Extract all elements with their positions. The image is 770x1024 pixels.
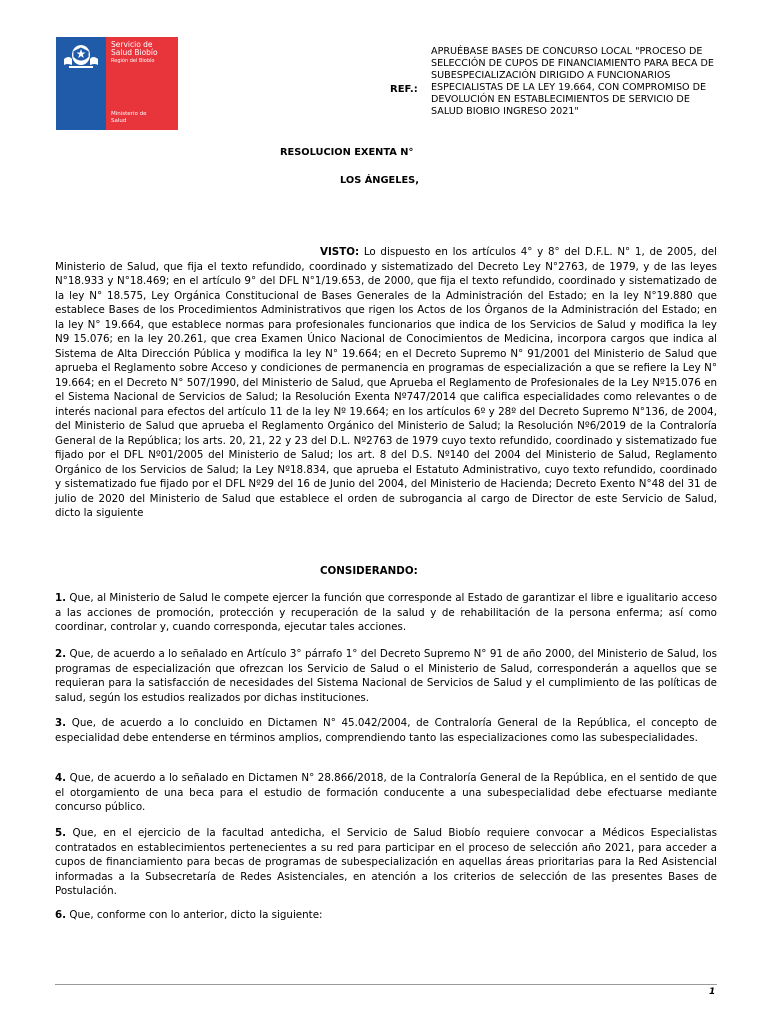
- considerando-item: 6. Que, conforme con lo anterior, dicto la siguiente:: [55, 909, 323, 921]
- visto-text: Lo dispuesto en los artículos 4° y 8° del D.F.L. N° 1, de 2005, del Ministerio de Salud, que fija el texto refundido, coordinado y sistematizado del Decreto Ley N°2763, de 1979, y de las leyes N°18.933 y N°18.469; en el artículo 9° del DFL N°1/19.653, de 2000, que fija el texto refundido, coordinado y sistematizado de la ley N° 18.575, Ley Orgánica Constitucional de Bases Generales de la Administración del Estado; en la ley N°19.880 que establece Bases de los Procedimientos Administrativos que rigen los Actos de los Órganos de la Administración del Estado; en la ley N° 19.664, que establece normas para profesionales funcionarios que indica de los Servicios de Salud y modifica la ley N9 15.076; en la ley 20.261, que crea Examen Único Nacional de Conocimientos de Medicina, incorpora cargos que indica al Sistema de Alta Dirección Pública y modifica la ley N° 19.664; en el Decreto Supremo N° 91/2001 del Ministerio de Salud que aprueba el Reglamento sobre Acceso y condiciones de permanencia en programas de especialización a que se refiere la Ley N° 19.664; en el Decreto N° 507/1990, del Ministerio de Salud, que Aprueba el Reglamento de Profesionales de la Ley Nº15.076 en el Sistema Nacional de Servicios de Salud; la Resolución Exenta Nº747/2014 que califica especialidades como relevantes o de interés nacional para efectos del artículo 11 de la ley Nº 19.664; en los artículos 6º y 28º del Decreto Supremo N°136, de 2004, del Ministerio de Salud que aprueba el Reglamento Orgánico del Ministerio de Salud; la Resolución Nº6/2019 de la Contraloría General de la República; los arts. 20, 21, 22 y 23 del D.L. Nº2763 de 1979 cuyo texto refundido, coordinado y sistematizado fue fijado por el DFL Nº01/2005 del Ministerio de Salud; los art. 8 del D.S. Nº140 del 2004 del Ministerio de Salud, Reglamento Orgánico de los Servicios de Salud; la Ley Nº18.834, que aprueba el Estatuto Administrativo, cuyo texto refundido, coordinado y sistematizado fue fijado por el DFL Nº29 del 16 de Junio del 2004, del Ministerio de Hacienda; Decreto Exento N°48 del 31 de julio de 2020 del Ministerio de Salud que establece el orden de subrogancia al cargo de Director de este Servicio de Salud, dicto la siguiente: [55, 246, 717, 519]
- ref-label: REF.:: [390, 84, 418, 95]
- considerando-item: 3. Que, de acuerdo a lo concluido en Dictamen N° 45.042/2004, de Contraloría General de la República, el concepto de especialidad debe entenderse en términos amplios, comprendiendo tanto las especializaciones como las subespecialidades.: [55, 717, 717, 744]
- ref-text: APRUÉBASE BASES DE CONCURSO LOCAL "PROCESO DE SELECCIÓN DE CUPOS DE FINANCIAMIENTO PARA BECA DE SUBESPECIALIZACIÓN DIRIGIDO A FUNCIONARIOS ESPECIALISTAS DE LA LEY 19.664, CON COMPROMISO DE DEVOLUCIÓN EN ESTABLECIMIENTOS DE SERVICIO DE SALUD BIOBIO INGRESO 2021": [431, 46, 714, 117]
- considerando-item: 1. Que, al Ministerio de Salud le compete ejercer la función que corresponde al Estado de garantizar el libre e igualitario acceso a las acciones de promoción, protección y recuperación de la salud y de rehabilitación de la persona enferma; así como coordinar, controlar y, cuando corresponda, ejecutar tales acciones.: [55, 592, 717, 633]
- visto-label: VISTO:: [320, 246, 360, 258]
- footer-divider: [55, 984, 717, 985]
- considerando-item: 5. Que, en el ejercicio de la facultad antedicha, el Servicio de Salud Biobío requiere convocar a Médicos Especialistas contratados en establecimientos pertenecientes a su red para participar en el proceso de selección año 2021, para acceder a cupos de financiamiento para becas de programas de subespecialización en aquellas áreas prioritarias para la Red Asistencial informadas a la Subsecretaría de Redes Asistenciales, en atención a los criterios de selección de las presentes Bases de Postulación.: [55, 827, 717, 897]
- place-date: LOS ÁNGELES,: [340, 175, 419, 186]
- logo-region: Región del Biobío: [111, 58, 155, 64]
- considerando-item: 4. Que, de acuerdo a lo señalado en Dictamen N° 28.866/2018, de la Contraloría General de la República, en el sentido de que el otorgamiento de una beca para el estudio de formación conducente a una subespecialidad debe efectuarse mediante concurso público.: [55, 772, 717, 813]
- coat-of-arms-icon: [61, 41, 101, 71]
- logo-ministry: Ministerio de Salud: [111, 111, 147, 124]
- visto-paragraph: [55, 245, 717, 521]
- considerando-item: 2. Que, de acuerdo a lo señalado en Artículo 3° párrafo 1° del Decreto Supremo N° 91 de año 2000, del Ministerio de Salud, los programas de especialización que ofrezcan los Servicio de Salud o el Ministerio de Salud, corresponderán a aquellos que se requieran para la satisfacción de necesidades del Sistema Nacional de Servicios de Salud y el cumplimiento de las políticas de salud, según los estudios realizados por dichas instituciones.: [55, 648, 717, 704]
- page-number: 1: [709, 987, 716, 997]
- considerando-heading: CONSIDERANDO:: [320, 565, 418, 577]
- ministry-logo: [56, 37, 178, 130]
- resolution-title: RESOLUCION EXENTA N°: [280, 147, 414, 158]
- logo-blue-panel: [56, 37, 106, 130]
- logo-service-name: Servicio de Salud Biobío: [111, 40, 158, 57]
